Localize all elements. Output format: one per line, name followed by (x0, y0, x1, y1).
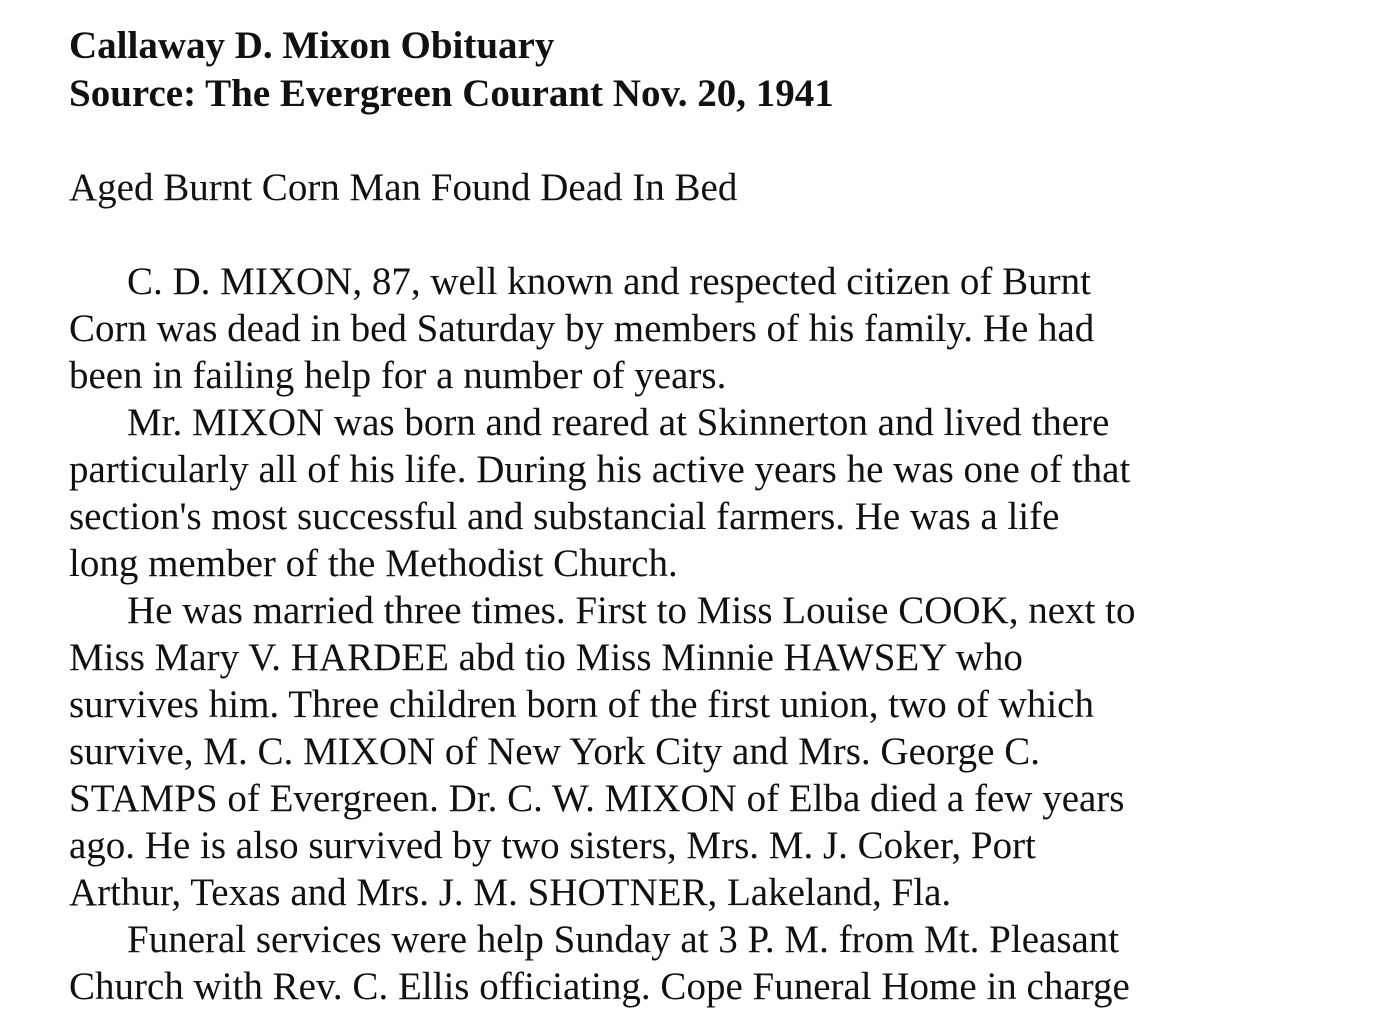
paragraph-2-line: section's most successful and substancial farmers. He was a life (69, 495, 1060, 538)
paragraph-1-line: Corn was dead in bed Saturday by members of his family. He had (69, 307, 1095, 350)
paragraph-3-line: Arthur, Texas and Mrs. J. M. SHOTNER, Lakeland, Fla. (69, 871, 952, 914)
paragraph-3-line: He was married three times. First to Miss Louise COOK, next to (127, 589, 1136, 632)
paragraph-3-line: survive, M. C. MIXON of New York City and Mrs. George C. (69, 730, 1041, 773)
paragraph-1-line: been in failing help for a number of years. (69, 354, 727, 397)
paragraph-2-line: particularly all of his life. During his active years he was one of that (69, 448, 1131, 491)
paragraph-4-line: Funeral services were help Sunday at 3 P. M. from Mt. Pleasant (127, 918, 1120, 961)
paragraph-3-line: STAMPS of Evergreen. Dr. C. W. MIXON of Elba died a few years (69, 777, 1125, 820)
paragraph-2-line: Mr. MIXON was born and reared at Skinnerton and lived there (127, 401, 1110, 444)
paragraph-3-line: ago. He is also survived by two sisters, Mrs. M. J. Coker, Port (69, 824, 1036, 867)
document-title: Callaway D. Mixon Obituary (69, 24, 555, 67)
obituary-document (69, 22, 1389, 1010)
paragraph-3-line: survives him. Three children born of the first union, two of which (69, 683, 1094, 726)
paragraph-3-line: Miss Mary V. HARDEE abd tio Miss Minnie HAWSEY who (69, 636, 1023, 679)
article-headline: Aged Burnt Corn Man Found Dead In Bed (69, 166, 738, 209)
document-source: Source: The Evergreen Courant Nov. 20, 1941 (69, 72, 834, 115)
paragraph-1-line: C. D. MIXON, 87, well known and respected citizen of Burnt (127, 260, 1091, 303)
paragraph-2-line: long member of the Methodist Church. (69, 542, 678, 585)
paragraph-4-line: Church with Rev. C. Ellis officiating. Cope Funeral Home in charge (69, 965, 1130, 1008)
article-body (69, 258, 1389, 1010)
